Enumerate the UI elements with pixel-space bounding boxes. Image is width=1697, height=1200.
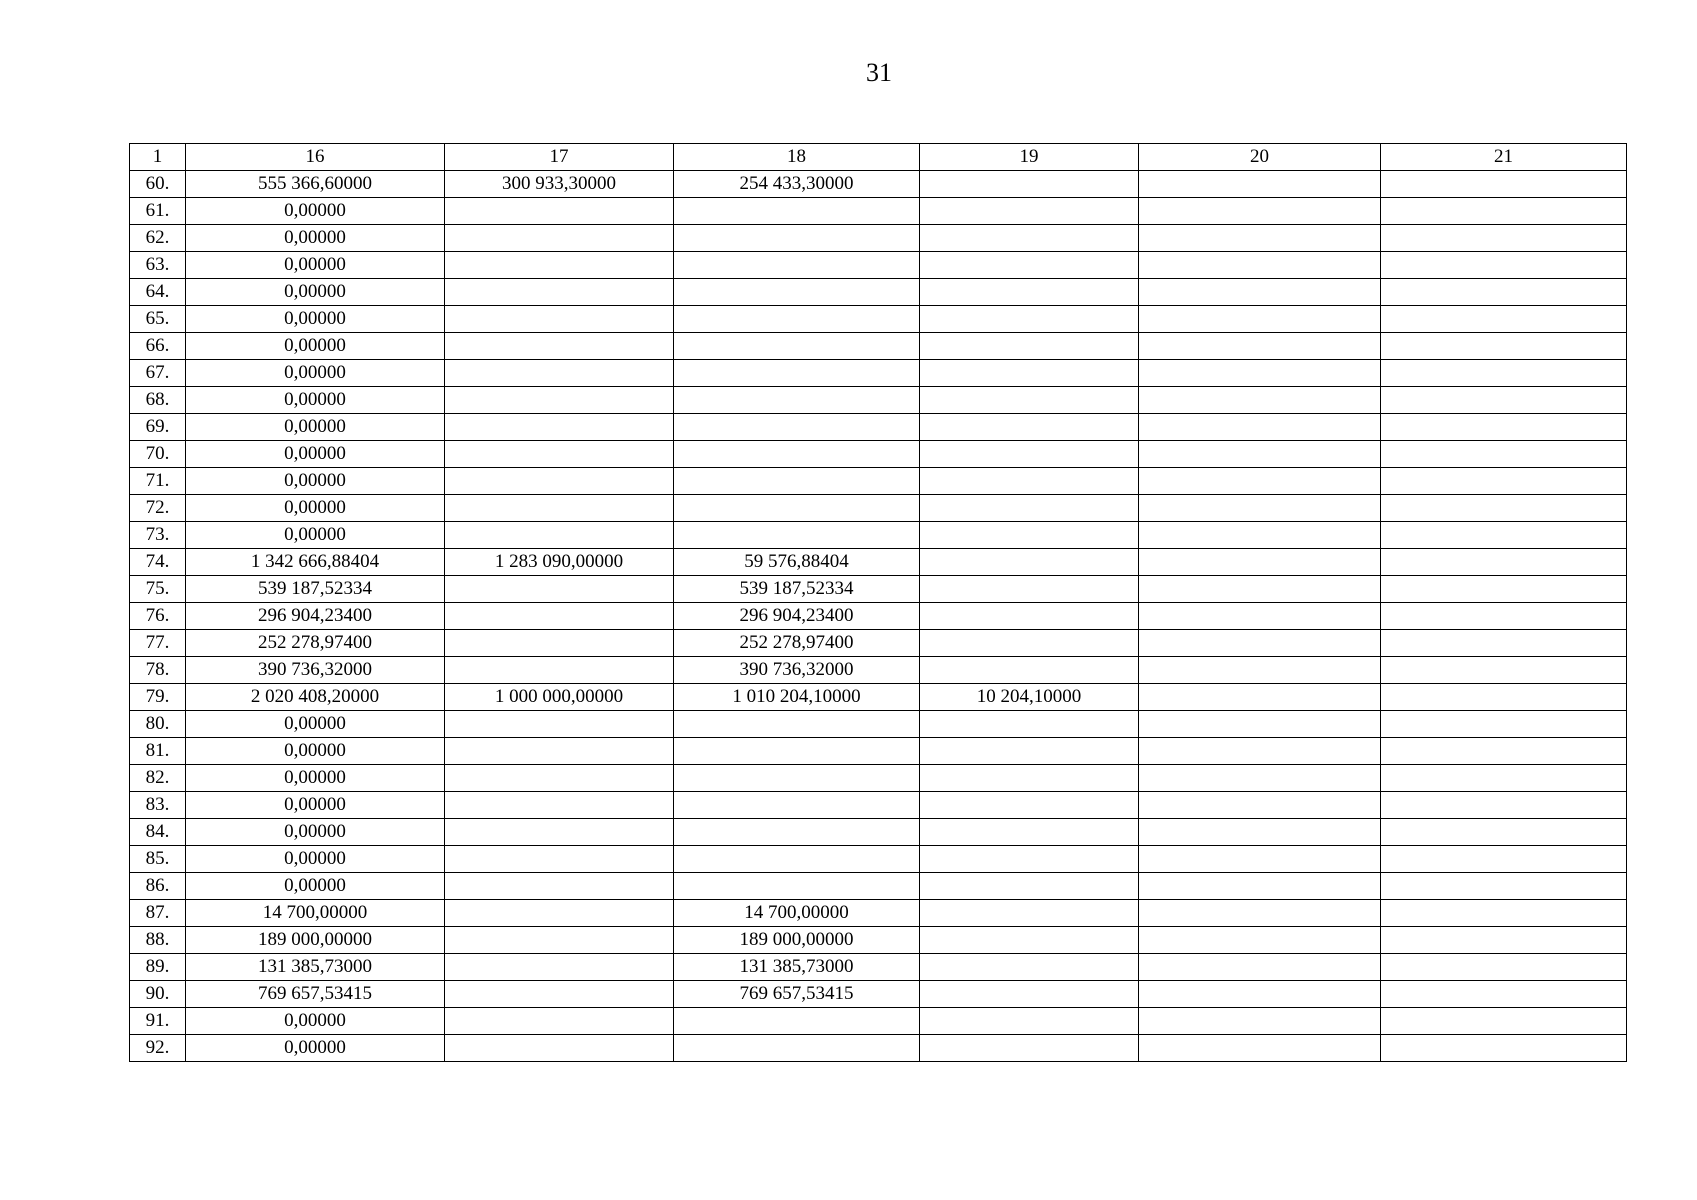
table-cell: 0,00000: [186, 846, 445, 873]
column-header: 20: [1139, 144, 1381, 171]
table-cell: [445, 576, 674, 603]
table-row: [130, 630, 1627, 657]
table-cell: [920, 414, 1139, 441]
table-cell: [1139, 171, 1381, 198]
table-cell: [920, 900, 1139, 927]
table-cell: [1139, 927, 1381, 954]
table-cell: [1139, 198, 1381, 225]
table-cell: [445, 900, 674, 927]
table-cell: [1381, 603, 1627, 630]
table-cell: [920, 225, 1139, 252]
table-cell: 769 657,53415: [186, 981, 445, 1008]
table-cell: 14 700,00000: [186, 900, 445, 927]
table-cell: [1381, 684, 1627, 711]
table-cell: [445, 333, 674, 360]
table-cell: [674, 873, 920, 900]
table-cell: [920, 792, 1139, 819]
table-cell: [445, 360, 674, 387]
table-cell: 0,00000: [186, 225, 445, 252]
table-cell: [1139, 1035, 1381, 1062]
table-cell: 0,00000: [186, 738, 445, 765]
table-cell: [1139, 684, 1381, 711]
table-cell: [674, 1008, 920, 1035]
table-cell: [445, 711, 674, 738]
table-cell: [674, 441, 920, 468]
table-cell: [1139, 252, 1381, 279]
table-cell: [920, 333, 1139, 360]
table-cell: [920, 846, 1139, 873]
table-cell: [1381, 495, 1627, 522]
row-number-cell: 85.: [130, 846, 186, 873]
table-cell: 769 657,53415: [674, 981, 920, 1008]
table-cell: [674, 225, 920, 252]
row-number-cell: 88.: [130, 927, 186, 954]
table-cell: 1 342 666,88404: [186, 549, 445, 576]
table-cell: [1139, 225, 1381, 252]
table-cell: 59 576,88404: [674, 549, 920, 576]
column-header: 18: [674, 144, 920, 171]
table-cell: [1381, 630, 1627, 657]
row-number-cell: 75.: [130, 576, 186, 603]
table-cell: 390 736,32000: [674, 657, 920, 684]
table-cell: [1139, 873, 1381, 900]
table-row: [130, 657, 1627, 684]
table-cell: [445, 657, 674, 684]
table-cell: 0,00000: [186, 711, 445, 738]
table-cell: [674, 468, 920, 495]
row-number-cell: 61.: [130, 198, 186, 225]
table-row: [130, 711, 1627, 738]
table-cell: [920, 360, 1139, 387]
table-cell: [1139, 306, 1381, 333]
table-cell: 555 366,60000: [186, 171, 445, 198]
row-number-cell: 79.: [130, 684, 186, 711]
table-cell: [445, 1008, 674, 1035]
table-cell: 1 000 000,00000: [445, 684, 674, 711]
row-number-cell: 67.: [130, 360, 186, 387]
row-number-cell: 68.: [130, 387, 186, 414]
table-row: [130, 765, 1627, 792]
table-cell: [674, 198, 920, 225]
row-number-cell: 89.: [130, 954, 186, 981]
table-cell: [1139, 603, 1381, 630]
table-cell: [445, 387, 674, 414]
row-number-cell: 76.: [130, 603, 186, 630]
table-cell: [674, 414, 920, 441]
table-cell: [920, 279, 1139, 306]
table-row: [130, 738, 1627, 765]
table-cell: [1139, 495, 1381, 522]
table-cell: [674, 711, 920, 738]
row-number-cell: 77.: [130, 630, 186, 657]
row-number-cell: 62.: [130, 225, 186, 252]
page-number: 31: [866, 58, 892, 87]
table-cell: [1381, 873, 1627, 900]
table-cell: [445, 279, 674, 306]
table-cell: [1139, 711, 1381, 738]
table-cell: [445, 198, 674, 225]
table-row: [130, 279, 1627, 306]
table-row: [130, 1035, 1627, 1062]
table-cell: [1139, 819, 1381, 846]
table-row: [130, 468, 1627, 495]
table-cell: [445, 603, 674, 630]
table-cell: 0,00000: [186, 495, 445, 522]
table-cell: [1139, 792, 1381, 819]
table-cell: 296 904,23400: [674, 603, 920, 630]
table-row: [130, 441, 1627, 468]
table-row: [130, 927, 1627, 954]
row-number-cell: 82.: [130, 765, 186, 792]
table-cell: [445, 819, 674, 846]
table-row: [130, 684, 1627, 711]
table-cell: 0,00000: [186, 414, 445, 441]
table-cell: [920, 441, 1139, 468]
table-cell: [445, 765, 674, 792]
table-cell: 0,00000: [186, 306, 445, 333]
table-cell: [1139, 441, 1381, 468]
table-cell: 252 278,97400: [674, 630, 920, 657]
table-cell: [674, 333, 920, 360]
table-cell: [1381, 927, 1627, 954]
table-cell: 0,00000: [186, 792, 445, 819]
table-cell: [445, 1035, 674, 1062]
column-header: 1: [130, 144, 186, 171]
table-cell: 14 700,00000: [674, 900, 920, 927]
row-number-cell: 91.: [130, 1008, 186, 1035]
table-cell: [445, 927, 674, 954]
table-cell: [1139, 954, 1381, 981]
table-cell: 539 187,52334: [674, 576, 920, 603]
table-cell: 0,00000: [186, 468, 445, 495]
table-cell: [1381, 954, 1627, 981]
table-row: [130, 576, 1627, 603]
table-row: [130, 360, 1627, 387]
table-cell: [1139, 468, 1381, 495]
table-cell: 2 020 408,20000: [186, 684, 445, 711]
table-cell: 10 204,10000: [920, 684, 1139, 711]
table-cell: [1381, 387, 1627, 414]
table-cell: [674, 1035, 920, 1062]
table-cell: [920, 603, 1139, 630]
table-cell: [920, 522, 1139, 549]
row-number-cell: 72.: [130, 495, 186, 522]
table-row: [130, 333, 1627, 360]
table-cell: 539 187,52334: [186, 576, 445, 603]
table-cell: [920, 711, 1139, 738]
table-cell: [1381, 171, 1627, 198]
table-cell: [445, 468, 674, 495]
table-cell: [920, 873, 1139, 900]
table-cell: 1 010 204,10000: [674, 684, 920, 711]
table-cell: [920, 738, 1139, 765]
table-cell: [445, 954, 674, 981]
table-cell: [920, 495, 1139, 522]
table-cell: 0,00000: [186, 873, 445, 900]
table-cell: [1381, 306, 1627, 333]
table-cell: [1381, 657, 1627, 684]
table-cell: [1139, 981, 1381, 1008]
column-header: 19: [920, 144, 1139, 171]
table-cell: [1139, 900, 1381, 927]
table-cell: [1381, 225, 1627, 252]
table-cell: [1381, 981, 1627, 1008]
table-cell: [1381, 441, 1627, 468]
table-cell: [1139, 279, 1381, 306]
table-row: [130, 1008, 1627, 1035]
row-number-cell: 90.: [130, 981, 186, 1008]
table-row: [130, 225, 1627, 252]
table-cell: [674, 522, 920, 549]
table-cell: 189 000,00000: [674, 927, 920, 954]
table-cell: 0,00000: [186, 522, 445, 549]
table-cell: [1139, 846, 1381, 873]
table-cell: 0,00000: [186, 765, 445, 792]
table-cell: [674, 495, 920, 522]
table-cell: 0,00000: [186, 441, 445, 468]
row-number-cell: 83.: [130, 792, 186, 819]
table-cell: [920, 630, 1139, 657]
row-number-cell: 71.: [130, 468, 186, 495]
row-number-cell: 60.: [130, 171, 186, 198]
table-cell: [674, 279, 920, 306]
table-row: [130, 819, 1627, 846]
table-row: [130, 171, 1627, 198]
table-row: [130, 306, 1627, 333]
table-cell: [445, 225, 674, 252]
table-cell: [445, 981, 674, 1008]
table-cell: [920, 1035, 1139, 1062]
row-number-cell: 65.: [130, 306, 186, 333]
table-cell: [1139, 657, 1381, 684]
table-cell: 0,00000: [186, 252, 445, 279]
table-cell: [1381, 360, 1627, 387]
table-cell: [445, 414, 674, 441]
table-cell: [1139, 576, 1381, 603]
table-cell: [674, 738, 920, 765]
row-number-cell: 69.: [130, 414, 186, 441]
table-row: [130, 900, 1627, 927]
table-cell: [1139, 387, 1381, 414]
table-cell: [920, 819, 1139, 846]
table-cell: [920, 576, 1139, 603]
table-cell: [1381, 468, 1627, 495]
column-header: 21: [1381, 144, 1627, 171]
table-cell: [920, 468, 1139, 495]
table-row: [130, 603, 1627, 630]
table-cell: [1139, 360, 1381, 387]
table-cell: [920, 954, 1139, 981]
table-row: [130, 846, 1627, 873]
table-cell: [1381, 198, 1627, 225]
table-cell: [1381, 738, 1627, 765]
table-cell: 0,00000: [186, 1008, 445, 1035]
table-row: [130, 387, 1627, 414]
table-cell: [1381, 792, 1627, 819]
table-cell: [1381, 819, 1627, 846]
table-cell: [1381, 252, 1627, 279]
table-cell: [674, 846, 920, 873]
row-number-cell: 80.: [130, 711, 186, 738]
table-cell: [920, 1008, 1139, 1035]
table-cell: [1381, 711, 1627, 738]
table-cell: 254 433,30000: [674, 171, 920, 198]
data-table: [129, 143, 1627, 1062]
table-cell: 189 000,00000: [186, 927, 445, 954]
table-cell: [445, 306, 674, 333]
row-number-cell: 64.: [130, 279, 186, 306]
table-row: [130, 414, 1627, 441]
table-cell: [1139, 765, 1381, 792]
table-cell: [920, 171, 1139, 198]
row-number-cell: 74.: [130, 549, 186, 576]
table-header-row: [130, 144, 1627, 171]
table-cell: [674, 306, 920, 333]
table-cell: 0,00000: [186, 1035, 445, 1062]
table-cell: 131 385,73000: [186, 954, 445, 981]
table-cell: [445, 738, 674, 765]
table-cell: [920, 306, 1139, 333]
column-header: 17: [445, 144, 674, 171]
table-cell: [1139, 333, 1381, 360]
row-number-cell: 73.: [130, 522, 186, 549]
table-cell: [1139, 630, 1381, 657]
row-number-cell: 78.: [130, 657, 186, 684]
table-cell: [1139, 414, 1381, 441]
table-row: [130, 495, 1627, 522]
table-cell: [445, 630, 674, 657]
table-cell: [1381, 900, 1627, 927]
table-cell: [920, 198, 1139, 225]
row-number-cell: 81.: [130, 738, 186, 765]
table-cell: [1381, 279, 1627, 306]
table-cell: [1381, 333, 1627, 360]
table-cell: [674, 819, 920, 846]
table-cell: 390 736,32000: [186, 657, 445, 684]
table-cell: [920, 765, 1139, 792]
table-cell: [1381, 414, 1627, 441]
table-row: [130, 252, 1627, 279]
table-cell: [1381, 576, 1627, 603]
table-cell: [674, 387, 920, 414]
table-row: [130, 522, 1627, 549]
table-row: [130, 198, 1627, 225]
table-cell: [1381, 522, 1627, 549]
table-cell: [1381, 1035, 1627, 1062]
table-cell: [1381, 765, 1627, 792]
table-cell: [674, 765, 920, 792]
table-row: [130, 981, 1627, 1008]
table-cell: 0,00000: [186, 333, 445, 360]
table-cell: [445, 252, 674, 279]
table-cell: [445, 846, 674, 873]
table-cell: 300 933,30000: [445, 171, 674, 198]
table-cell: 0,00000: [186, 198, 445, 225]
table-cell: [674, 360, 920, 387]
table-cell: 0,00000: [186, 387, 445, 414]
table-row: [130, 954, 1627, 981]
table-cell: [920, 927, 1139, 954]
table-cell: [674, 792, 920, 819]
row-number-cell: 92.: [130, 1035, 186, 1062]
table-cell: 131 385,73000: [674, 954, 920, 981]
row-number-cell: 66.: [130, 333, 186, 360]
table-cell: [1139, 522, 1381, 549]
row-number-cell: 87.: [130, 900, 186, 927]
row-number-cell: 63.: [130, 252, 186, 279]
table-cell: [1139, 1008, 1381, 1035]
row-number-cell: 86.: [130, 873, 186, 900]
table-cell: 296 904,23400: [186, 603, 445, 630]
table-cell: [920, 387, 1139, 414]
table-cell: [920, 252, 1139, 279]
table-row: [130, 549, 1627, 576]
table-cell: [674, 252, 920, 279]
table-cell: [445, 522, 674, 549]
table-cell: [920, 981, 1139, 1008]
table-cell: [445, 441, 674, 468]
table-cell: 252 278,97400: [186, 630, 445, 657]
table-cell: 1 283 090,00000: [445, 549, 674, 576]
table-cell: 0,00000: [186, 279, 445, 306]
column-header: 16: [186, 144, 445, 171]
table-cell: 0,00000: [186, 819, 445, 846]
table-cell: [1381, 1008, 1627, 1035]
row-number-cell: 70.: [130, 441, 186, 468]
table-cell: [920, 657, 1139, 684]
table-cell: [445, 495, 674, 522]
table-cell: [1139, 549, 1381, 576]
table-cell: [445, 873, 674, 900]
table-cell: [1381, 549, 1627, 576]
table-cell: 0,00000: [186, 360, 445, 387]
table-row: [130, 873, 1627, 900]
row-number-cell: 84.: [130, 819, 186, 846]
table-cell: [445, 792, 674, 819]
table-cell: [1381, 846, 1627, 873]
table-row: [130, 792, 1627, 819]
table-cell: [920, 549, 1139, 576]
table-cell: [1139, 738, 1381, 765]
